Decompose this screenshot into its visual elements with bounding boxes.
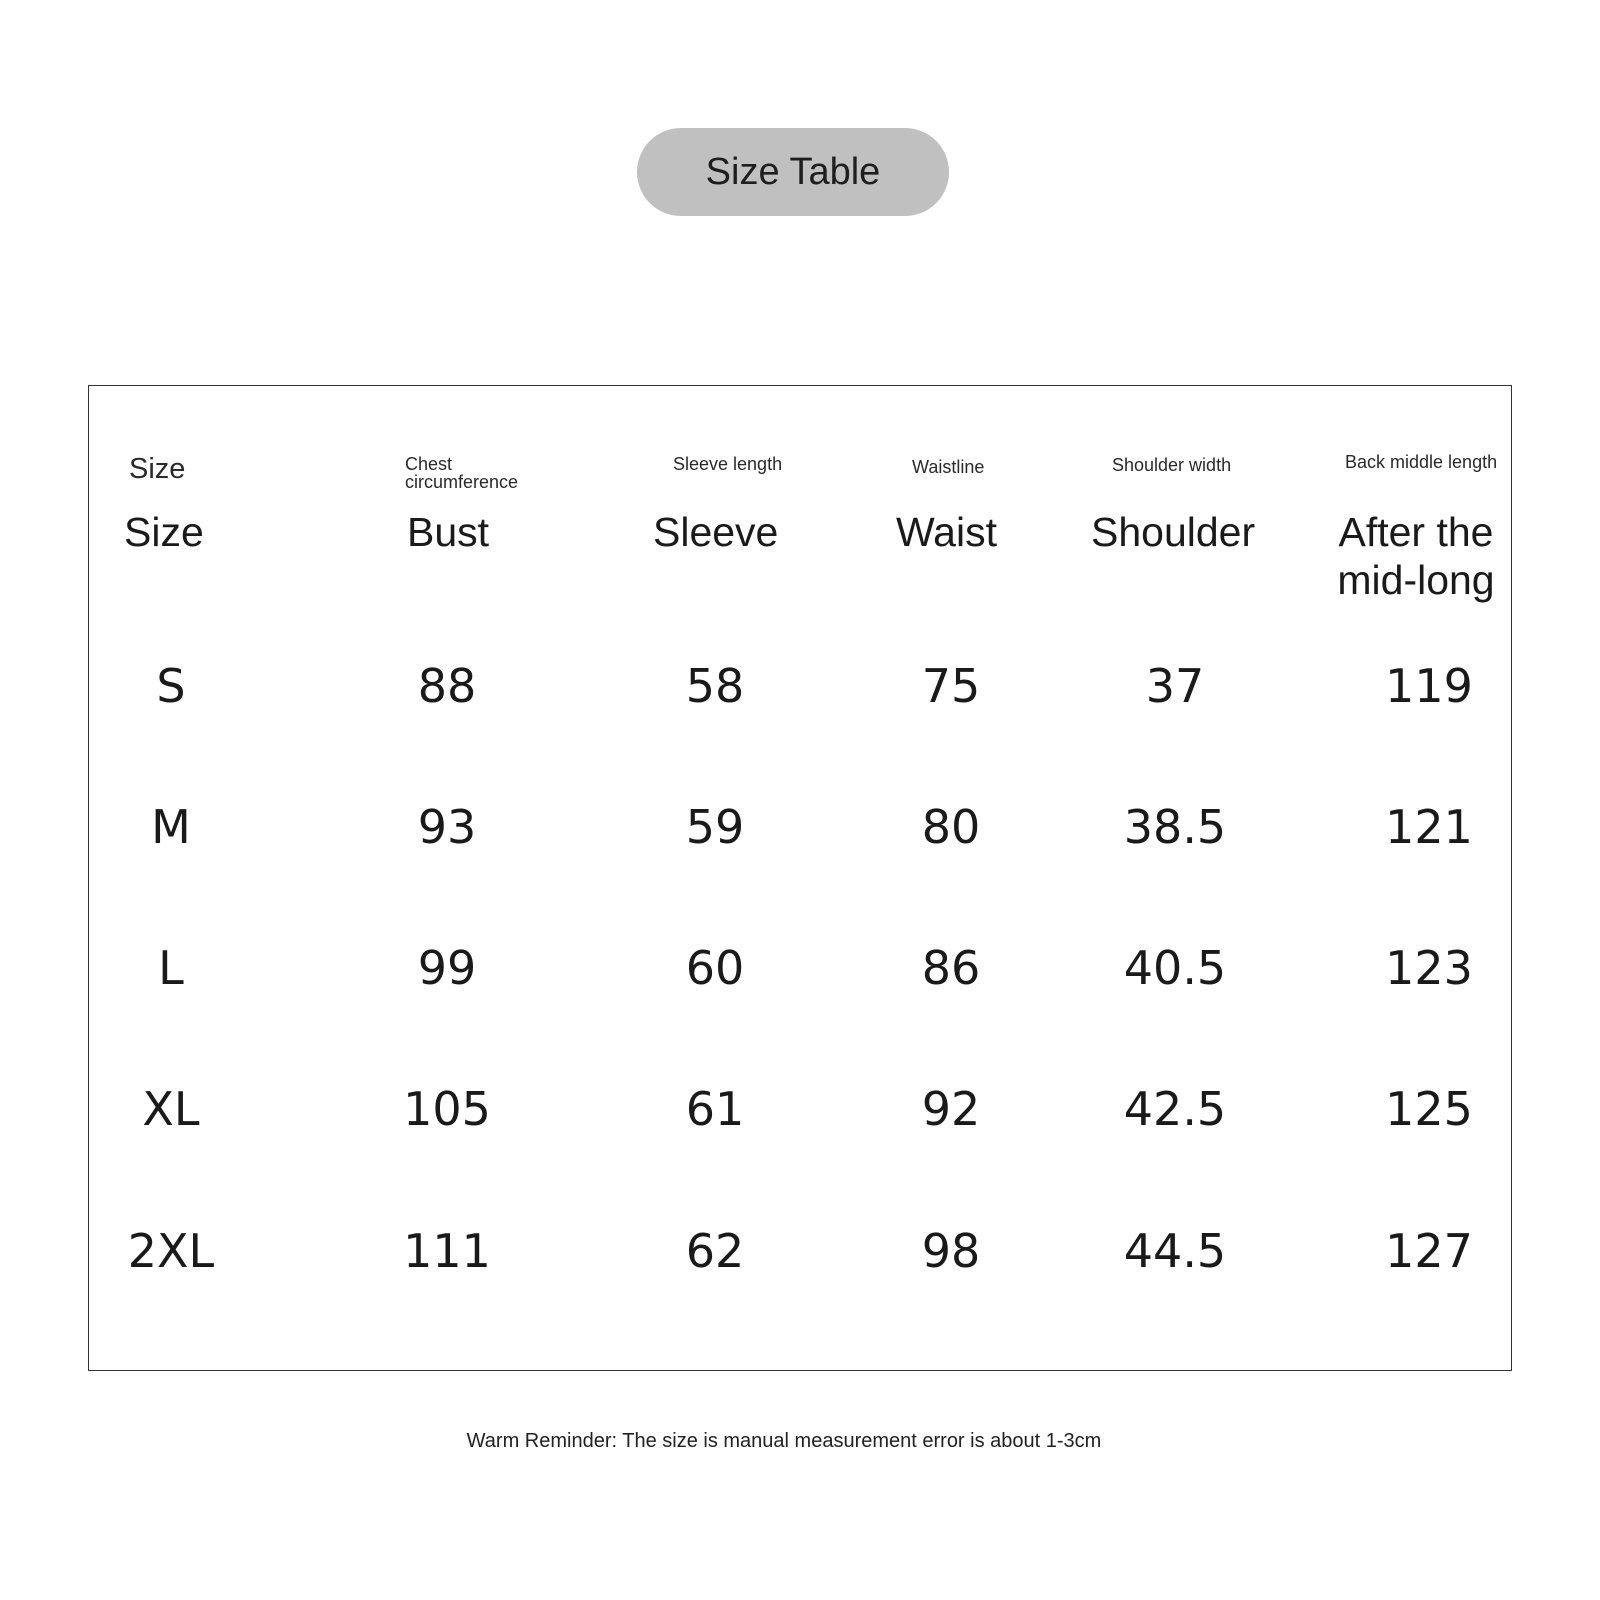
table-cell-waist: 75 [921, 659, 981, 713]
column-header-size: Size [124, 509, 204, 555]
table-cell-shoulder: 37 [1145, 659, 1205, 713]
column-header-length: After the mid-long [1337, 509, 1495, 603]
table-cell-shoulder: 40.5 [1123, 941, 1227, 995]
table-cell-sleeve: 61 [685, 1082, 745, 1136]
table-cell-size: XL [142, 1082, 200, 1136]
column-subheader-waist: Waistline [912, 457, 985, 477]
size-table [88, 385, 1512, 1371]
table-cell-sleeve: 62 [685, 1224, 745, 1278]
table-cell-size: M [151, 800, 191, 854]
table-cell-waist: 80 [921, 800, 981, 854]
measurement-reminder: Warm Reminder: The size is manual measurement error is about 1-3cm [466, 1430, 1102, 1452]
page-title: Size Table [637, 128, 949, 216]
table-cell-shoulder: 38.5 [1123, 800, 1227, 854]
table-cell-bust: 88 [417, 659, 477, 713]
column-subheader-sleeve: Sleeve length [673, 454, 783, 474]
table-cell-waist: 92 [921, 1082, 981, 1136]
table-cell-bust: 99 [417, 941, 477, 995]
table-cell-size: 2XL [127, 1224, 215, 1278]
table-cell-length: 127 [1385, 1224, 1473, 1278]
table-cell-sleeve: 59 [685, 800, 745, 854]
table-cell-bust: 111 [403, 1224, 491, 1278]
table-cell-sleeve: 60 [685, 941, 745, 995]
table-cell-waist: 98 [921, 1224, 981, 1278]
column-subheader-bust: Chest circumference [405, 454, 519, 492]
table-cell-shoulder: 44.5 [1123, 1224, 1227, 1278]
table-cell-bust: 105 [403, 1082, 491, 1136]
column-header-shoulder: Shoulder [1091, 509, 1256, 555]
table-cell-shoulder: 42.5 [1123, 1082, 1227, 1136]
column-subheader-shoulder: Shoulder width [1112, 455, 1232, 475]
table-cell-length: 121 [1385, 800, 1473, 854]
column-subheader-length: Back middle length [1345, 452, 1498, 472]
table-cell-length: 123 [1385, 941, 1473, 995]
table-cell-size: L [158, 941, 184, 995]
column-header-bust: Bust [407, 509, 490, 555]
table-cell-length: 119 [1385, 659, 1473, 713]
table-cell-length: 125 [1385, 1082, 1473, 1136]
column-subheader-size: Size [129, 453, 186, 485]
column-header-waist: Waist [896, 509, 997, 555]
column-header-sleeve: Sleeve [653, 509, 779, 555]
table-cell-bust: 93 [417, 800, 477, 854]
table-cell-waist: 86 [921, 941, 981, 995]
table-cell-sleeve: 58 [685, 659, 745, 713]
table-cell-size: S [156, 659, 186, 713]
